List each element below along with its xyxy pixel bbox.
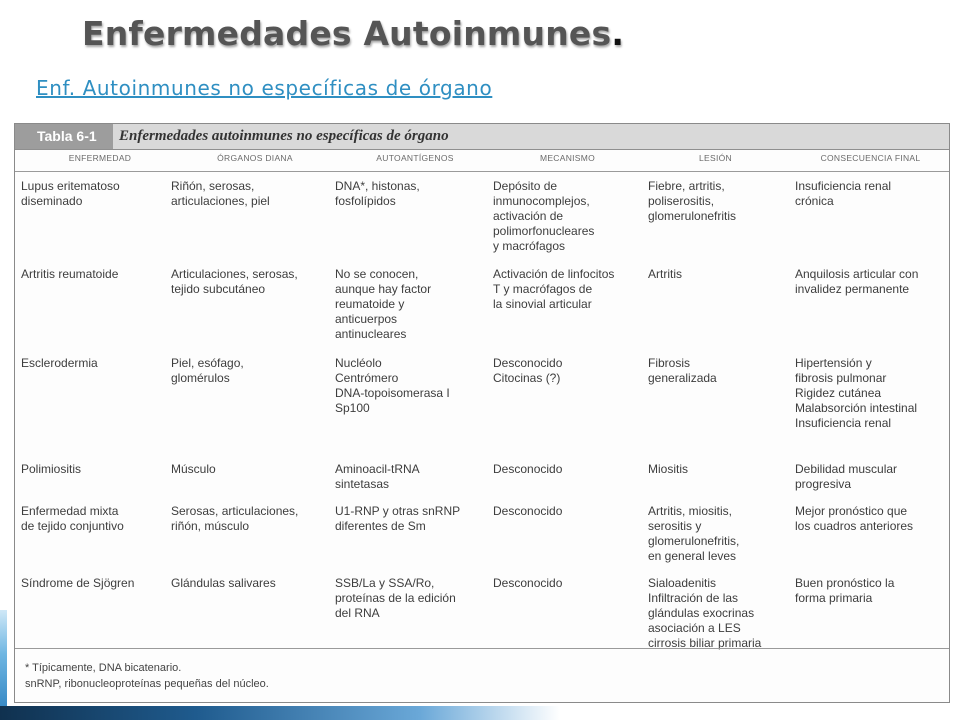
column-header-lesion: LESIÓN [699, 153, 732, 163]
footnote-divider [15, 648, 949, 649]
cell-enfermedad: Esclerodermia [21, 356, 98, 370]
table-head [15, 124, 949, 150]
column-header-enfermedad: ENFERMEDAD [68, 153, 132, 163]
cell-autoantigenos: U1-RNP y otras snRNP diferentes de Sm [335, 504, 461, 533]
cell-enfermedad: Lupus eritematoso diseminado [21, 179, 120, 208]
cell-mecanismo: Desconocido Citocinas (?) [493, 356, 563, 385]
cell-organos: Serosas, articulaciones, riñón, músculo [171, 504, 299, 533]
footnote: snRNP, ribonucleoproteínas pequeñas del núcleo. [25, 678, 269, 690]
cell-organos: Músculo [171, 462, 216, 476]
column-header-autoantigenos: AUTOANTÍGENOS [376, 153, 454, 163]
footnote: * Típicamente, DNA bicatenario. [25, 662, 182, 674]
cell-consecuencia: Anquilosis articular con invalidez permanente [795, 267, 919, 296]
column-header-consecuencia: CONSECUENCIA FINAL [820, 153, 921, 163]
slide-title [82, 14, 624, 53]
slide-title-dot: . [611, 14, 625, 53]
cell-enfermedad: Síndrome de Sjögren [21, 576, 135, 590]
cell-mecanismo: Depósito de inmunocomplejos, activación de polimorfonucleares y macrófagos [493, 179, 595, 253]
decorative-left-bar [0, 610, 7, 720]
cell-autoantigenos: Nucléolo Centrómero DNA-topoisomerasa I Sp100 [335, 356, 450, 415]
cell-autoantigenos: No se conocen, aunque hay factor reumatoide y anticuerpos antinucleares [335, 267, 432, 341]
slide-title-text: Enfermedades Autoinmunes [82, 14, 612, 53]
cell-lesion: Fibrosis generalizada [648, 356, 717, 385]
cell-enfermedad: Enfermedad mixta de tejido conjuntivo [21, 504, 124, 533]
cell-autoantigenos: DNA*, histonas, fosfolípidos [335, 179, 420, 208]
cell-mecanismo: Desconocido [493, 462, 563, 476]
cell-organos: Glándulas salivares [171, 576, 276, 590]
cell-consecuencia: Insuficiencia renal crónica [795, 179, 892, 208]
cell-lesion: Miositis [648, 462, 689, 476]
decorative-bottom-bar [0, 706, 560, 720]
cell-organos: Riñón, serosas, articulaciones, piel [171, 179, 270, 208]
subtitle-link[interactable]: Enf. Autoinmunes no específicas de órgano [36, 76, 493, 100]
column-header-row [15, 149, 949, 172]
cell-organos: Piel, esófago, glomérulos [171, 356, 244, 385]
cell-consecuencia: Buen pronóstico la forma primaria [795, 576, 895, 605]
cell-lesion: Artritis [648, 267, 682, 281]
cell-mecanismo: Desconocido [493, 504, 563, 518]
column-header-organos: ÓRGANOS DIANA [217, 153, 293, 163]
cell-mecanismo: Activación de linfocitos T y macrófagos de la sinovial articular [493, 267, 615, 311]
cell-lesion: Artritis, miositis, serositis y glomerulonefritis, en general leves [648, 504, 740, 563]
cell-mecanismo: Desconocido [493, 576, 563, 590]
cell-enfermedad: Polimiositis [21, 462, 82, 476]
table-caption: Enfermedades autoinmunes no específicas de órgano [119, 128, 449, 144]
cell-autoantigenos: SSB/La y SSA/Ro, proteínas de la edición del RNA [335, 576, 456, 620]
table-tag: Tabla 6-1 [15, 124, 113, 149]
cell-lesion: Fiebre, artritis, poliserositis, glomerulonefritis [648, 179, 737, 223]
column-header-mecanismo: MECANISMO [539, 153, 596, 163]
cell-lesion: Sialoadenitis Infiltración de las glándulas exocrinas asociación a LES cirrosis biliar primaria [648, 576, 762, 650]
cell-enfermedad: Artritis reumatoide [21, 267, 119, 281]
table-figure [14, 123, 950, 703]
cell-consecuencia: Debilidad muscular progresiva [795, 462, 898, 491]
cell-consecuencia: Hipertensión y fibrosis pulmonar Rigidez cutánea Malabsorción intestinal Insuficiencia renal [795, 356, 918, 430]
cell-consecuencia: Mejor pronóstico que los cuadros anteriores [795, 504, 914, 533]
cell-organos: Articulaciones, serosas, tejido subcutáneo [171, 267, 298, 296]
cell-autoantigenos: Aminoacil-tRNA sintetasas [335, 462, 420, 491]
